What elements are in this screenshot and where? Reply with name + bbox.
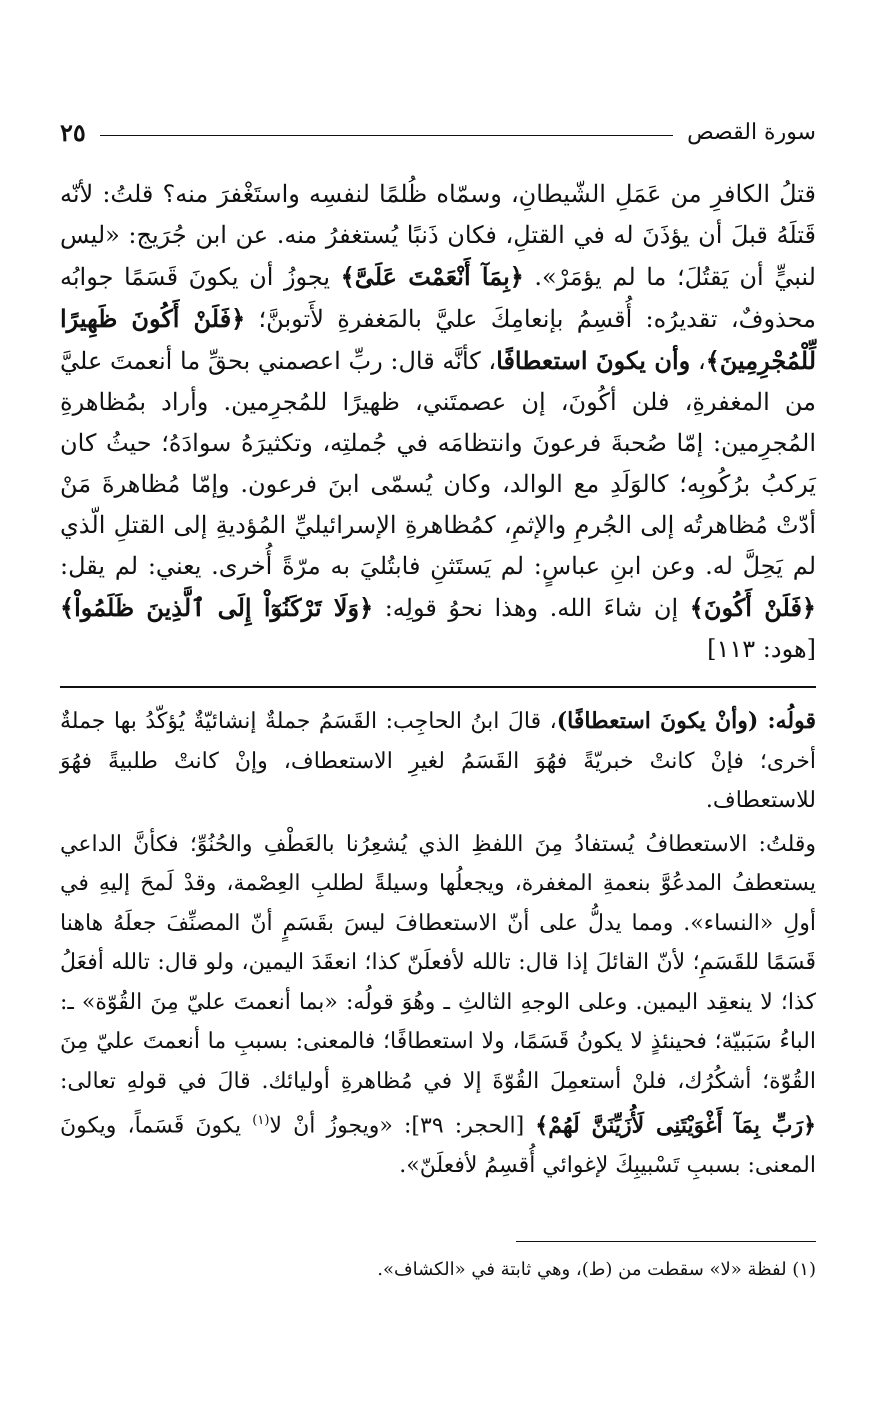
section-divider [60, 686, 816, 688]
main-commentary [60, 174, 816, 670]
quran-verse: ﴿وَلَا تَرْكَنُوٓاْ إِلَى ٱلَّذِينَ ظَلَمُواْ﴾ [60, 593, 374, 622]
main-text-run: ، كأنَّه قال: ربِّ اعصمني بحقِّ ما أنعمتَ عليَّ من المغفرةِ، فلن أكُونَ، إن عصمتَني، ظهيرًا للمُجرِمين. وأراد بمُظاهرةِ المُجرِمين: إمّا صُحبةَ فرعونَ وانتظامَه في جُملتِه، وتكثيرَهُ سوادَهُ؛ حيثُ كان يَركبُ برُكُوبِه؛ كالوَلَدِ مع الوالد، وكان يُسمّى ابنَ فرعون. وإمّا مُظاهرةَ مَنْ أدّتْ مُظاهرتُه إلى الجُرمِ والإثمِ، كمُظاهرةِ الإسرائيليِّ المُؤديةِ إلى القتلِ الّذي لم يَحِلَّ له. وعن ابنِ عباسٍ: لم يَستَثنِ فابتُليَ به مرّةً أُخرى. يعني: لم يقل: [60, 347, 817, 580]
quran-verse: ﴿بِمَآ أَنْعَمْتَ عَلَىَّ﴾ [340, 262, 524, 291]
quran-verse: ﴿فَلَنْ أَكُونَ ظَهِيرًا لِّلْمُجْرِمِينَ﴾ [60, 304, 817, 375]
gloss-text-run: [الحجر: ٣٩]: «ويجوزُ أنْ لا [269, 1113, 536, 1139]
page-number: ٢٥ [60, 117, 86, 147]
footnote: (١) لفظة «لا» سقطت من (ط)، وهي ثابتة في «الكشاف». [377, 1259, 816, 1281]
gloss-text-run: يكونَ قَسَماً، ويكونَ المعنى: بسببِ تَسْبيبِكَ لإغوائي أُقسِمُ لأفعلَنّ». [60, 1113, 816, 1178]
bold-phrase: وأن يكونَ استعطافًا [496, 346, 691, 375]
book-page [60, 112, 816, 1382]
main-paragraph [60, 174, 816, 670]
gloss-text-run: ، قالَ ابنُ الحاجِب: القَسَمُ جملةٌ إنشائيّةٌ يُؤكّدُ بها جملةٌ أخرى؛ فإنْ كانتْ خبريّةً فهُوَ القَسَمُ لغيرِ الاستعطاف، وإنْ كانتْ طلبيةً فهُوَ للاستعطاف. [60, 709, 816, 813]
running-header [60, 112, 816, 152]
verse-citation: [هود: ١١٣] [707, 635, 816, 663]
gloss-commentary [60, 702, 816, 1185]
main-text-run: ، [690, 347, 706, 375]
gloss-text-run: وقلتُ: الاستعطافُ يُستفادُ مِنَ اللفظِ الذي يُشعِرُنا بالعَطْفِ والحُنُوِّ؛ فكأنَّ الداعي يستعطفُ المدعُوَّ بنعمةِ المغفرة، ويجعلُها وسيلةً لطلبِ العِصْمة، وقدْ لَمحَ إليهِ في أولِ «النساء». ومما يدلُّ على أنّ الاستعطافَ ليسَ بقَسَمٍ أنّ المصنِّفَ جعلَهُ هاهنا قَسَمًا للقَسَمِ؛ لأنّ القائلَ إذا قال: تالله لأفعلَنّ كذا؛ انعقَدَ اليمين، ولو قال: تالله أفعَلُ كذا؛ لا ينعقِد اليمين. وعلى الوجهِ الثالثِ ـ وهُوَ قولُه: «بما أنعمتَ عليّ مِنَ القُوّة» ـ: الباءُ سَبَبيّة؛ فحينئذٍ لا يكونُ قَسَمًا، ولا استعطافًا؛ فالمعنى: بسببِ ما أنعمتَ عليّ مِنَ القُوّة؛ أشكُرُك، فلنْ أستعمِلَ القُوّةَ إلا في مُظاهرةِ أوليائك. قالَ في قولهِ تعالى: [60, 831, 816, 1094]
footnote-divider [516, 1241, 816, 1242]
main-text-run: يجوزُ أن يكونَ قَسَمًا جوابُه محذوفٌ، تقديرُه: أُقسِمُ بإنعامِكَ عليَّ بالمَغفرةِ لأَتوبنَّ؛ [60, 263, 816, 333]
footnote-reference[interactable]: (١) [252, 1113, 270, 1128]
main-text-run: قتلُ الكافرِ من عَمَلِ الشّيطانِ، وسمّاه ظُلمًا لنفسِه واستَغْفرَ منه؟ قلتُ: لأنّه قَتلَهُ قبلَ أن يؤذَنَ له في القتلِ، فكان ذَنبًا يُستغفرُ منه. عن ابن جُرَيج: «ليس لنبيٍّ أن يَقتُلَ؛ ما لم يؤمَرْ». [60, 180, 816, 291]
quran-verse: ﴿رَبِّ بِمَآ أَغْوَيْتَنِى لَأُزَيِّنَنَّ لَهُمْ﴾ [535, 1112, 817, 1139]
main-text-run: إن شاءَ الله. وهذا نحوُ قولِه: [373, 594, 690, 622]
surah-title: سورة القصص [687, 119, 816, 145]
gloss-paragraph [60, 702, 816, 821]
gloss-lead: قولُه: (وأنْ يكونَ استعطافًا) [556, 708, 816, 734]
header-rule [100, 135, 673, 136]
gloss-paragraph [60, 825, 816, 1186]
quran-verse: ﴿فَلَنْ أَكُونَ﴾ [689, 593, 816, 622]
